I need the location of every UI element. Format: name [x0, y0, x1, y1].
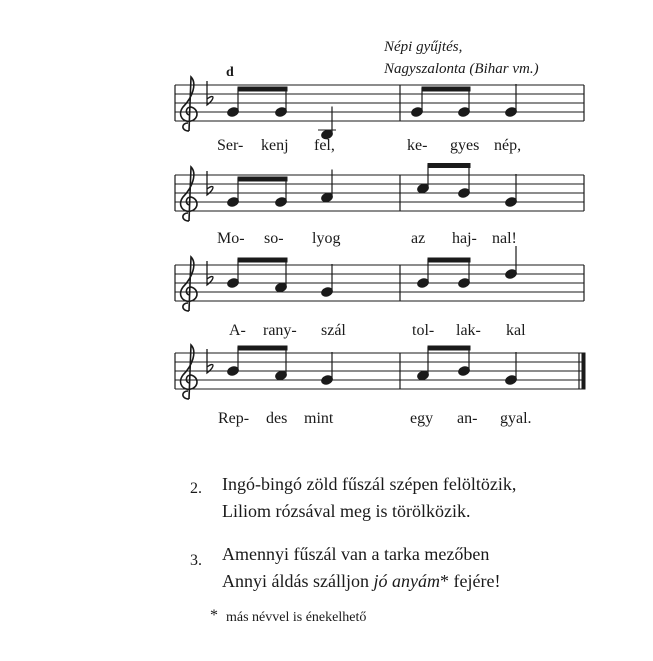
- verse-2: [222, 471, 516, 525]
- footnote-star: *: [210, 607, 218, 624]
- lyric-syllable: des: [266, 410, 288, 427]
- section-mark: d: [226, 65, 234, 80]
- note-beam: [238, 346, 287, 350]
- lyric-syllable: kal: [506, 322, 526, 339]
- verse-text: * fejére!: [439, 571, 501, 591]
- lyric-syllable: egy: [410, 410, 434, 427]
- lyric-syllable: kenj: [261, 137, 289, 154]
- verse-number: 2.: [190, 480, 202, 497]
- lyric-syllable: az: [411, 230, 426, 247]
- lyric-syllable: lyog: [312, 230, 341, 247]
- verse-line: Liliom rózsával meg is törölközik.: [222, 501, 471, 521]
- lyric-syllable: Mo-: [217, 230, 245, 247]
- lyric-syllable: so-: [264, 230, 284, 247]
- lyric-syllable: gyal.: [500, 410, 532, 427]
- lyric-syllable: nép,: [494, 137, 522, 154]
- verse-line: Amennyi fűszál van a tarka mezőben: [222, 544, 490, 564]
- lyric-syllable: ke-: [407, 137, 428, 154]
- note-beam: [422, 87, 470, 91]
- note-beam: [238, 258, 287, 262]
- lyric-syllable: szál: [321, 322, 346, 339]
- lyric-syllable: an-: [457, 410, 478, 427]
- lyric-syllable: fel,: [314, 137, 335, 154]
- verse-line: [222, 568, 500, 595]
- lyric-syllable: tol-: [412, 322, 435, 339]
- verse-line: Ingó-bingó zöld fűszál szépen felöltözik,: [222, 474, 517, 494]
- note-beam: [428, 258, 470, 262]
- verse-emphasis: jó anyám: [373, 571, 440, 591]
- verse-3: [222, 541, 500, 595]
- lyric-syllable: nal!: [492, 230, 517, 247]
- note-beam: [238, 177, 287, 181]
- verse-text: Annyi áldás szálljon: [222, 571, 374, 591]
- final-bar: [582, 353, 585, 389]
- lyric-syllable: Ser-: [217, 137, 244, 154]
- note-beam: [238, 87, 287, 91]
- footnote-text: más névvel is énekelhető: [226, 610, 367, 625]
- lyric-syllable: gyes: [450, 137, 480, 154]
- lyric-syllable: haj-: [452, 230, 477, 247]
- note-beam: [428, 346, 470, 350]
- verse-number: 3.: [190, 552, 202, 569]
- lyric-syllable: Rep-: [218, 410, 250, 427]
- lyric-syllable: A-: [229, 322, 246, 339]
- source-line-1: Népi gyűjtés,: [384, 39, 463, 55]
- note-beam: [428, 164, 470, 168]
- lyric-syllable: rany-: [263, 322, 297, 339]
- lyric-syllable: mint: [304, 410, 334, 427]
- lyric-syllable: lak-: [456, 322, 481, 339]
- source-line-2: Nagyszalonta (Bihar vm.): [384, 61, 539, 77]
